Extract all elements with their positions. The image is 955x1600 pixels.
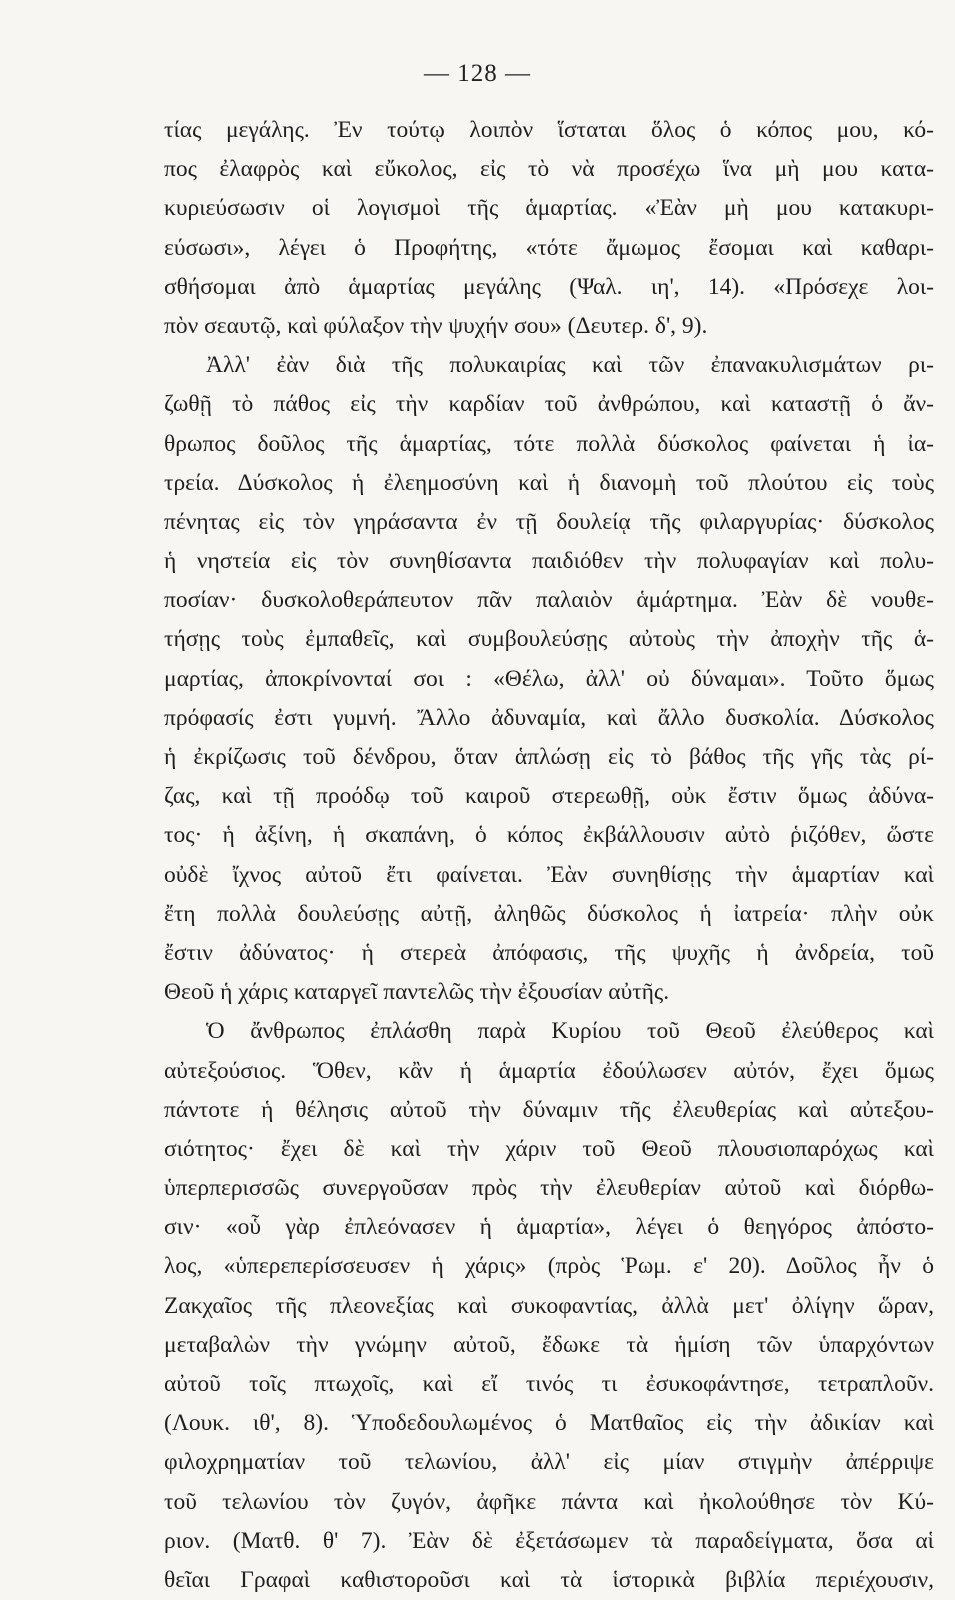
- text-line: πένητας εἰς τὸν γηράσαντα ἐν τῇ δουλείᾳ τῆς φιλαργυρίας· δύσκολος: [164, 508, 934, 535]
- text-line: ἡ ἐκρίζωσις τοῦ δένδρου, ὅταν ἁπλώσῃ εἰς τὸ βάθος τῆς γῆς τὰς ρί-: [164, 744, 934, 770]
- text-line: ζας, καὶ τῇ προόδῳ τοῦ καιροῦ στερεωθῇ, οὐκ ἔστιν ὅμως ἀδύνα-: [164, 783, 934, 810]
- text-line: Ζακχαῖος τῆς πλεονεξίας καὶ συκοφαντίας, ἀλλὰ μετ' ὀλίγην ὥραν,: [164, 1292, 934, 1319]
- text-line: ἔστιν ἀδύνατος· ἡ στερεὰ ἀπόφασις, τῆς ψυχῆς ἡ ἀνδρεία, τοῦ: [164, 939, 934, 966]
- text-line: κυριεύσωσιν οἱ λογισμοὶ τῆς ἁμαρτίας. «Ἐὰν μὴ μου κατακυρι-: [164, 195, 934, 222]
- text-line: πάντοτε ἡ θέλησις αὐτοῦ τὴν δύναμιν τῆς ἐλευθερίας καὶ αὐτεξου-: [164, 1096, 934, 1123]
- text-line: τρεία. Δύσκολος ἡ ἐλεημοσύνη καὶ ἡ διανομὴ τοῦ πλούτου εἰς τοὺς: [164, 469, 934, 496]
- paragraph-start-line: Ἀλλ' ἐὰν διὰ τῆς πολυκαιρίας καὶ τῶν ἐπανακυλισμάτων ρι-: [206, 352, 934, 379]
- text-line: οὐδὲ ἴχνος αὐτοῦ ἔτι φαίνεται. Ἐὰν συνηθίσῃς τὴν ἁμαρτίαν καὶ: [164, 861, 934, 888]
- text-line: ἡ νηστεία εἰς τὸν συνηθίσαντα παιδιόθεν τὴν πολυφαγίαν καὶ πολυ-: [164, 548, 934, 575]
- text-line: πὸν σεαυτῷ, καὶ φύλαξον τὴν ψυχήν σου» (Δευτερ. δ', 9).: [164, 312, 708, 339]
- text-line: σιότητος· ἔχει δὲ καὶ τὴν χάριν τοῦ Θεοῦ πλουσιοπαρόχως καὶ: [164, 1135, 934, 1162]
- text-line: θεῖαι Γραφαὶ καθιστοροῦσι καὶ τὰ ἱστορικὰ βιβλία περιέχουσιν,: [164, 1566, 934, 1593]
- text-line: φιλοχρηματίαν τοῦ τελωνίου, ἀλλ' εἰς μίαν στιγμὴν ἀπέρριψε: [164, 1449, 934, 1476]
- page-number: — 128 —: [424, 60, 531, 87]
- body-text: [164, 111, 934, 1600]
- text-line: τίας μεγάλης. Ἐν τούτῳ λοιπὸν ἵσταται ὅλος ὁ κόπος μου, κό-: [164, 117, 934, 143]
- text-line: σιν· «οὗ γὰρ ἐπλεόνασεν ἡ ἁμαρτία», λέγει ὁ θεηγόρος ἀπόστο-: [164, 1214, 934, 1241]
- text-line: εύσωσι», λέγει ὁ Προφήτης, «τότε ἄμωμος ἔσομαι καὶ καθαρι-: [164, 234, 934, 261]
- text-line: σθήσομαι ἀπὸ ἁμαρτίας μεγάλης (Ψαλ. ιη', 14). «Πρόσεχε λοι-: [164, 273, 934, 300]
- text-line: ὑπερπερισσῶς συνεργοῦσαν πρὸς τὴν ἐλευθερίαν αὐτοῦ καὶ διόρθω-: [164, 1175, 934, 1202]
- text-line: τήσῃς τοὺς ἐμπαθεῖς, καὶ συμβουλεύσῃς αὐτοὺς τὴν ἀποχὴν τῆς ἁ-: [164, 626, 934, 653]
- text-line: πρόφασίς ἐστι γυμνή. Ἄλλο ἀδυναμία, καὶ ἄλλο δυσκολία. Δύσκολος: [164, 704, 934, 731]
- text-line: Θεοῦ ἡ χάρις καταργεῖ παντελῶς τὴν ἐξουσίαν αὐτῆς.: [164, 979, 670, 1006]
- text-line: ποσίαν· δυσκολοθεράπευτον πᾶν παλαιὸν ἁμάρτημα. Ἐὰν δὲ νουθε-: [164, 587, 934, 614]
- paragraph-start-line: Ὁ ἄνθρωπος ἐπλάσθη παρὰ Κυρίου τοῦ Θεοῦ ἐλεύθερος καὶ: [206, 1018, 934, 1045]
- text-line: τος· ἡ ἀξίνη, ἡ σκαπάνη, ὁ κόπος ἐκβάλλουσιν αὐτὸ ῥιζόθεν, ὥστε: [164, 822, 934, 849]
- text-line: ἔτη πολλὰ δουλεύσῃς αὐτῇ, ἀληθῶς δύσκολος ἡ ἰατρεία· πλὴν οὐκ: [164, 900, 934, 927]
- text-line: θρωπος δοῦλος τῆς ἁμαρτίας, τότε πολλὰ δύσκολος φαίνεται ἡ ἰα-: [164, 430, 934, 457]
- text-line: μαρτίας, ἀποκρίνονταί σοι : «Θέλω, ἀλλ' οὐ δύναμαι». Τοῦτο ὅμως: [164, 665, 934, 692]
- text-line: πος ἐλαφρὸς καὶ εὔκολος, εἰς τὸ νὰ προσέχω ἵνα μὴ μου κατα-: [164, 156, 934, 183]
- text-line: ριον. (Ματθ. θ' 7). Ἐὰν δὲ ἐξετάσωμεν τὰ παραδείγματα, ὅσα αἱ: [164, 1527, 934, 1554]
- text-line: ζωθῇ τὸ πάθος εἰς τὴν καρδίαν τοῦ ἀνθρώπου, καὶ καταστῇ ὁ ἄν-: [164, 391, 934, 418]
- text-line: αὐτεξούσιος. Ὅθεν, κἂν ἡ ἁμαρτία ἐδούλωσεν αὐτόν, ἔχει ὅμως: [164, 1057, 934, 1084]
- text-line: λος, «ὑπερεπερίσσευσεν ἡ χάρις» (πρὸς Ῥωμ. ε' 20). Δοῦλος ἦν ὁ: [164, 1253, 934, 1280]
- text-line: (Λουκ. ιθ', 8). Ὑποδεδουλωμένος ὁ Ματθαῖος εἰς τὴν ἀδικίαν καὶ: [164, 1410, 934, 1437]
- text-line: αὐτοῦ τοῖς πτωχοῖς, καὶ εἴ τινός τι ἐσυκοφάντησε, τετραπλοῦν.: [164, 1371, 934, 1397]
- text-line: μεταβαλὼν τὴν γνώμην αὐτοῦ, ἔδωκε τὰ ἡμίση τῶν ὑπαρχόντων: [164, 1331, 934, 1358]
- text-line: τοῦ τελωνίου τὸν ζυγόν, ἀφῆκε πάντα καὶ ἠκολούθησε τὸν Κύ-: [164, 1488, 934, 1515]
